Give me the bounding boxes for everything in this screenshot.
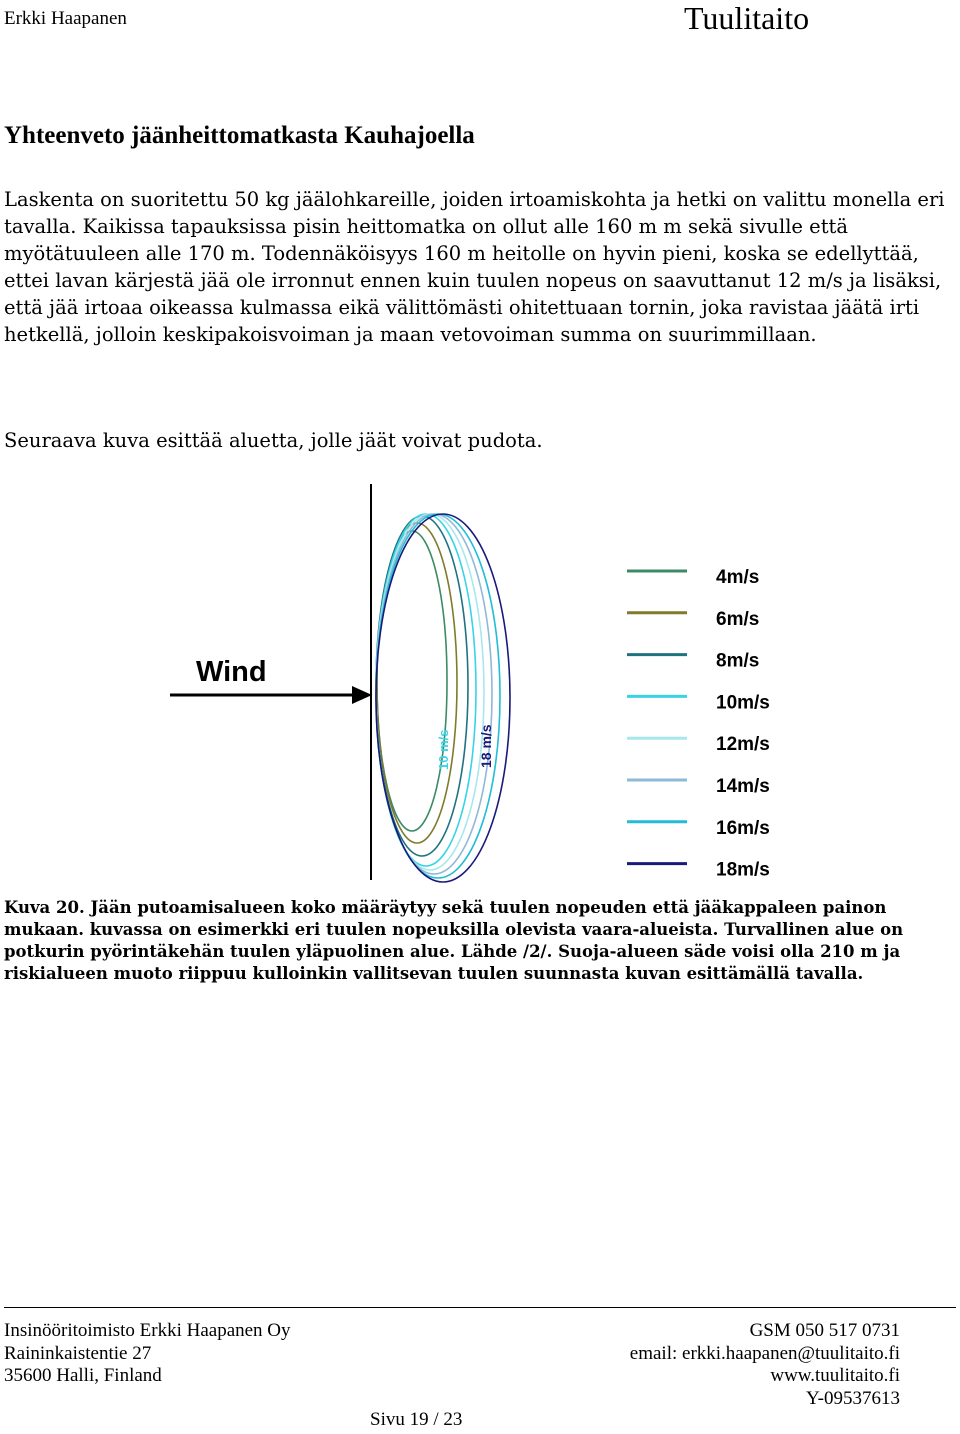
legend	[627, 567, 770, 881]
footer-business-id: Y-09537613	[806, 1387, 900, 1409]
wind-label: Wind	[196, 656, 267, 688]
footer-contact	[630, 1320, 900, 1410]
legend-label: 16m/s	[716, 817, 770, 839]
inner-zone-label: 10 m/s	[436, 729, 451, 770]
footer-web: www.tuulitaito.fi	[770, 1365, 900, 1386]
footer-divider	[4, 1307, 956, 1308]
page-number: Sivu 19 / 23	[370, 1409, 463, 1430]
figure-caption: Kuva 20. Jään putoamisalueen koko määräytyy sekä tuulen nopeuden että jääkappaleen painon mukaan. kuvassa on esimerkki eri tuulen nopeuksilla olevista vaara-alueista. Turvallinen alue on potkurin pyörintäkehän tuulen yläpuolinen alue. Lähde /2/. Suoja-alueen säde voisi olla 210 m ja riskialueen muoto riippuu kulloinkin vallitsevan tuulen suunnasta kuvan esittämällä tavalla.	[4, 898, 904, 983]
footer-city: 35600 Halli, Finland	[4, 1365, 162, 1386]
legend-label: 4m/s	[716, 567, 760, 588]
outer-zone-label: 18 m/s	[478, 724, 494, 768]
body-paragraph: Laskenta on suoritettu 50 kg jäälohkareille, joiden irtoamiskohta ja hetki on valittu monella eri tavalla. Kaikissa tapauksissa pisin heittomatka on ollut alle 160 m m sekä sivulle että myötätuuleen alle 170 m. Todennäköisyys 160 m heitolle on hyvin pieni, koska se edellyttää, ettei lavan kärjestä jää ole irronnut ennen kuin tuulen nopeus on saavuttanut 12 m/s ja lisäksi, että jää irtoaa oikeassa kulmassa eikä välittömästi ohitettuaan tornin, joka ravistaa jäätä irti hetkellä, jolloin keskipakoisvoiman ja maan vetovoiman summa on suurimmillaan.	[4, 188, 945, 346]
footer-company: Insinööritoimisto Erkki Haapanen Oy	[4, 1320, 291, 1341]
footer-street: Raininkaistentie 27	[4, 1342, 152, 1364]
legend-label: 14m/s	[716, 776, 770, 797]
wind-arrow-head	[352, 686, 372, 704]
header-author: Erkki Haapanen	[4, 8, 127, 29]
header-title: Tuulitaito	[684, 0, 810, 36]
footer-phone: GSM 050 517 0731	[749, 1320, 900, 1341]
section-heading: Yhteenveto jäänheittomatkasta Kauhajoella	[4, 122, 475, 149]
legend-label: 10m/s	[716, 692, 770, 714]
danger-zones	[376, 514, 510, 882]
legend-label: 8m/s	[716, 650, 760, 672]
legend-label: 12m/s	[716, 734, 770, 756]
legend-label: 18m/s	[716, 859, 770, 881]
footer-email: email: erkki.haapanen@tuulitaito.fi	[629, 1342, 900, 1364]
footer-address	[4, 1320, 291, 1388]
body-paragraph: Seuraava kuva esittää aluetta, jolle jäät voivat pudota.	[4, 429, 543, 452]
legend-label: 6m/s	[716, 608, 760, 630]
ice-throw-diagram	[150, 478, 800, 888]
ice-throw-figure	[150, 478, 800, 888]
